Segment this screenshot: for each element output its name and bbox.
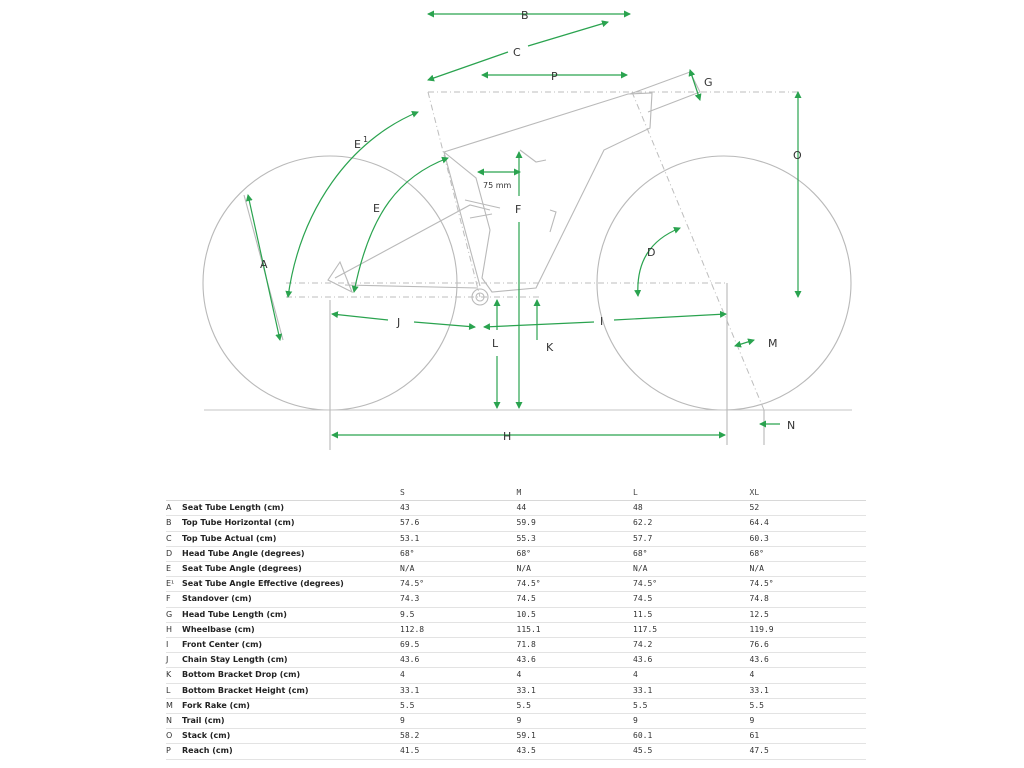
table-row xyxy=(166,516,866,531)
row-value-l: 33.1 xyxy=(633,683,750,698)
row-letter: I xyxy=(166,638,182,653)
row-value-xl: 61 xyxy=(750,729,867,744)
arrow-m xyxy=(735,340,754,346)
row-value-m: 68° xyxy=(517,546,634,561)
label-l: L xyxy=(492,337,499,350)
seat-tube-axis xyxy=(428,92,480,297)
row-value-m: 4 xyxy=(517,668,634,683)
row-label: Seat Tube Angle Effective (degrees) xyxy=(182,577,400,592)
row-value-m: 59.1 xyxy=(517,729,634,744)
label-a: A xyxy=(260,258,268,271)
arrow-j-left xyxy=(332,314,388,320)
row-value-s: 57.6 xyxy=(400,516,517,531)
row-value-m: N/A xyxy=(517,562,634,577)
row-value-l: 62.2 xyxy=(633,516,750,531)
label-b: B xyxy=(521,9,529,22)
row-value-xl: N/A xyxy=(750,562,867,577)
row-label: Head Tube Angle (degrees) xyxy=(182,546,400,561)
row-value-m: 74.5 xyxy=(517,592,634,607)
table-row xyxy=(166,638,866,653)
table-row xyxy=(166,698,866,713)
arrow-d xyxy=(638,228,680,296)
table-row xyxy=(166,592,866,607)
row-value-m: 33.1 xyxy=(517,683,634,698)
row-label: Top Tube Horizontal (cm) xyxy=(182,516,400,531)
row-value-xl: 47.5 xyxy=(750,744,867,759)
label-f: F xyxy=(515,203,522,216)
row-value-xl: 5.5 xyxy=(750,698,867,713)
row-letter: J xyxy=(166,653,182,668)
row-letter: E¹ xyxy=(166,577,182,592)
label-e: E xyxy=(373,202,380,215)
row-value-m: 5.5 xyxy=(517,698,634,713)
row-label: Standover (cm) xyxy=(182,592,400,607)
dimension-labels xyxy=(260,9,802,443)
header-size-l: L xyxy=(633,486,750,501)
row-value-s: 9 xyxy=(400,714,517,729)
row-value-s: 68° xyxy=(400,546,517,561)
row-value-m: 55.3 xyxy=(517,531,634,546)
row-value-m: 44 xyxy=(517,501,634,516)
label-m: M xyxy=(768,337,778,350)
row-value-l: N/A xyxy=(633,562,750,577)
row-value-s: 43.6 xyxy=(400,653,517,668)
row-value-l: 74.5° xyxy=(633,577,750,592)
row-value-s: 69.5 xyxy=(400,638,517,653)
row-label: Stack (cm) xyxy=(182,729,400,744)
row-label: Trail (cm) xyxy=(182,714,400,729)
row-value-s: 43 xyxy=(400,501,517,516)
row-value-l: 43.6 xyxy=(633,653,750,668)
row-value-s: 9.5 xyxy=(400,607,517,622)
table-row xyxy=(166,607,866,622)
row-letter: L xyxy=(166,683,182,698)
row-value-l: 48 xyxy=(633,501,750,516)
row-value-s: 41.5 xyxy=(400,744,517,759)
row-label: Seat Tube Angle (degrees) xyxy=(182,562,400,577)
label-o: O xyxy=(793,149,802,162)
row-value-xl: 9 xyxy=(750,714,867,729)
row-value-s: 33.1 xyxy=(400,683,517,698)
row-letter: A xyxy=(166,501,182,516)
bike-frame xyxy=(328,72,700,305)
table-row xyxy=(166,714,866,729)
label-n: N xyxy=(787,419,796,432)
label-g: G xyxy=(704,76,713,89)
label-e1-superscript: 1 xyxy=(363,135,369,144)
row-value-m: 9 xyxy=(517,714,634,729)
row-letter: D xyxy=(166,546,182,561)
table-row xyxy=(166,668,866,683)
arrow-i-right xyxy=(614,314,726,320)
row-value-l: 74.2 xyxy=(633,638,750,653)
row-value-s: 53.1 xyxy=(400,531,517,546)
row-value-xl: 68° xyxy=(750,546,867,561)
table-row xyxy=(166,653,866,668)
row-value-m: 71.8 xyxy=(517,638,634,653)
label-k: K xyxy=(546,341,554,354)
row-value-l: 68° xyxy=(633,546,750,561)
row-value-l: 4 xyxy=(633,668,750,683)
row-letter: F xyxy=(166,592,182,607)
row-value-m: 43.6 xyxy=(517,653,634,668)
row-value-xl: 76.6 xyxy=(750,638,867,653)
table-row xyxy=(166,577,866,592)
row-letter: P xyxy=(166,744,182,759)
row-value-s: N/A xyxy=(400,562,517,577)
row-value-m: 43.5 xyxy=(517,744,634,759)
row-label: Fork Rake (cm) xyxy=(182,698,400,713)
table-header-row xyxy=(166,486,866,501)
row-label: Bottom Bracket Drop (cm) xyxy=(182,668,400,683)
row-value-xl: 74.5° xyxy=(750,577,867,592)
row-value-m: 74.5° xyxy=(517,577,634,592)
row-value-xl: 12.5 xyxy=(750,607,867,622)
header-size-m: M xyxy=(517,486,634,501)
row-label: Reach (cm) xyxy=(182,744,400,759)
row-label: Top Tube Actual (cm) xyxy=(182,531,400,546)
arrow-c-right xyxy=(528,22,608,46)
row-label: Front Center (cm) xyxy=(182,638,400,653)
row-value-l: 117.5 xyxy=(633,622,750,637)
row-value-s: 74.5° xyxy=(400,577,517,592)
geometry-table-body xyxy=(166,501,866,759)
row-letter: E xyxy=(166,562,182,577)
row-value-m: 59.9 xyxy=(517,516,634,531)
row-label: Chain Stay Length (cm) xyxy=(182,653,400,668)
geometry-table xyxy=(166,486,866,760)
row-label: Bottom Bracket Height (cm) xyxy=(182,683,400,698)
row-value-xl: 4 xyxy=(750,668,867,683)
header-size-xl: XL xyxy=(750,486,867,501)
row-value-l: 60.1 xyxy=(633,729,750,744)
row-label: Head Tube Length (cm) xyxy=(182,607,400,622)
row-value-l: 9 xyxy=(633,714,750,729)
row-letter: O xyxy=(166,729,182,744)
row-value-xl: 33.1 xyxy=(750,683,867,698)
table-row xyxy=(166,683,866,698)
row-value-l: 11.5 xyxy=(633,607,750,622)
arrow-i-left xyxy=(484,322,594,327)
table-row xyxy=(166,546,866,561)
row-value-l: 45.5 xyxy=(633,744,750,759)
table-row xyxy=(166,729,866,744)
header-size-s: S xyxy=(400,486,517,501)
label-h: H xyxy=(503,430,512,443)
table-row xyxy=(166,501,866,516)
row-label: Wheelbase (cm) xyxy=(182,622,400,637)
table-row xyxy=(166,744,866,759)
label-d: D xyxy=(647,246,656,259)
label-p: P xyxy=(551,70,558,83)
row-value-s: 5.5 xyxy=(400,698,517,713)
row-value-m: 10.5 xyxy=(517,607,634,622)
row-value-xl: 60.3 xyxy=(750,531,867,546)
row-value-s: 74.3 xyxy=(400,592,517,607)
label-j: J xyxy=(397,316,401,329)
header-letter xyxy=(166,486,182,501)
row-value-xl: 74.8 xyxy=(750,592,867,607)
row-letter: C xyxy=(166,531,182,546)
row-value-s: 58.2 xyxy=(400,729,517,744)
row-label: Seat Tube Length (cm) xyxy=(182,501,400,516)
label-c: C xyxy=(513,46,521,59)
table-row xyxy=(166,531,866,546)
arrow-e1 xyxy=(288,112,418,297)
label-75mm: 75 mm xyxy=(483,181,512,190)
table-row xyxy=(166,562,866,577)
row-value-xl: 43.6 xyxy=(750,653,867,668)
table-row xyxy=(166,622,866,637)
row-letter: K xyxy=(166,668,182,683)
row-letter: M xyxy=(166,698,182,713)
row-letter: H xyxy=(166,622,182,637)
header-measurement xyxy=(182,486,400,501)
label-e1: E xyxy=(354,138,361,151)
arrow-j-right xyxy=(414,322,475,327)
row-value-xl: 52 xyxy=(750,501,867,516)
row-value-xl: 64.4 xyxy=(750,516,867,531)
label-i: I xyxy=(600,315,604,328)
row-letter: G xyxy=(166,607,182,622)
row-value-l: 74.5 xyxy=(633,592,750,607)
row-value-l: 5.5 xyxy=(633,698,750,713)
row-letter: N xyxy=(166,714,182,729)
row-value-s: 112.8 xyxy=(400,622,517,637)
row-value-s: 4 xyxy=(400,668,517,683)
row-value-l: 57.7 xyxy=(633,531,750,546)
row-letter: B xyxy=(166,516,182,531)
row-value-xl: 119.9 xyxy=(750,622,867,637)
arrow-c-left xyxy=(428,52,508,80)
row-value-m: 115.1 xyxy=(517,622,634,637)
